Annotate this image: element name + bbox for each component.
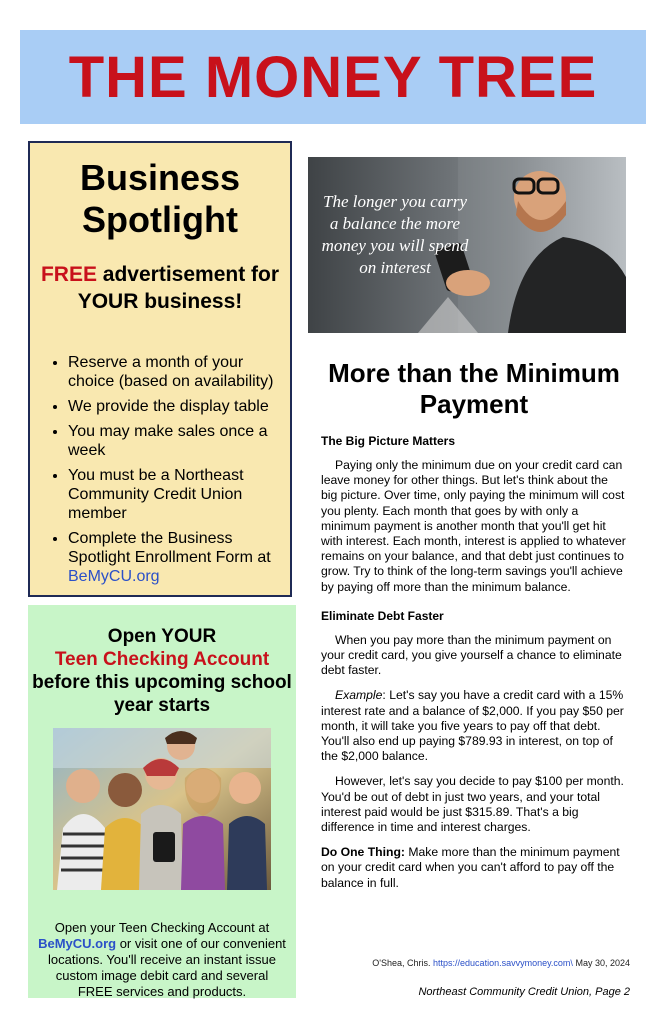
teen-headline-line2: Teen Checking Account (54, 649, 270, 670)
do-one-thing-label: Do One Thing: (321, 845, 405, 860)
list-item: • Reserve a month of your choice (based on availability) (68, 353, 290, 391)
teen-body-post: or visit one of our convenient locations. You'll receive an instant issue custom image debit card and several FREE services and products. (48, 936, 286, 999)
big-picture-paragraph: Paying only the minimum due on your credit card can leave money for other things. But let's think about the big picture. Over time, only paying the minimum will cost you plenty. Each month that goes by with only a minimum payment is another month that you'll get hit with interest. Each month, interest is applied to whatever remains on your balance, and that debt just continues to grow. Try to think of the long-term savings you'll achieve by paying off more than the minimum balance. (321, 458, 626, 594)
hero-image (308, 157, 626, 333)
teens-photo (53, 728, 271, 890)
do-one-thing-text: Make more than the minimum payment on your credit card when you can't afford to pay off the balance in full. (321, 845, 620, 890)
teen-checking-box (28, 605, 296, 998)
teen-headline-line3: before this upcoming school year starts (32, 672, 292, 716)
citation (372, 958, 630, 968)
article-title: More than the Minimum Payment (328, 358, 620, 419)
teen-headline-line1: Open YOUR (107, 626, 217, 647)
teen-headline (28, 625, 296, 717)
spotlight-bullet-list (30, 353, 290, 586)
page-footer: Northeast Community Credit Union, Page 2 (418, 986, 630, 998)
example-text: : Let's say you have a credit card with a 15% interest rate and a balance of $2,000. If you pay $50 per month, it will take you five years to pay off that debt. You'll also end up paying $789.93 in interest, on top of the $2,000 balance. (321, 688, 624, 764)
teen-body-pre: Open your Teen Checking Account at (54, 920, 270, 935)
teen-body (38, 920, 286, 1000)
list-item: • You may make sales once a week (68, 422, 290, 460)
list-item: • We provide the display table (68, 397, 290, 416)
example-label: Example (335, 688, 383, 703)
teen-link[interactable]: BeMyCU.org (38, 936, 117, 951)
citation-date: May 30, 2024 (575, 958, 630, 968)
hero-quote: The longer you carry a balance the more money you will spend on interest (321, 192, 469, 277)
spotlight-subtitle (30, 261, 290, 315)
list-item-text: Complete the Business Spotlight Enrollment Form at (68, 530, 271, 566)
newsletter-banner (20, 30, 646, 124)
eliminate-debt-paragraph: When you pay more than the minimum payment on your credit card, you give yourself a chance to eliminate debt faster. (321, 632, 622, 678)
enroll-link[interactable]: BeMyCU.org (68, 568, 160, 585)
spotlight-title: Business Spotlight (79, 157, 241, 240)
spotlight-subtitle-rest: advertisement for YOUR business! (77, 263, 280, 313)
list-item: • You must be a Northeast Community Credit Union member (68, 466, 290, 523)
section-heading-eliminate-debt: Eliminate Debt Faster (321, 608, 444, 623)
citation-link[interactable]: https://education.savvymoney.com\ (433, 958, 573, 968)
however-paragraph: However, let's say you decide to pay $100 per month. You'd be out of debt in just two years, and your total interest paid would be just $315.89. That's a big difference in time and interest charges. (321, 774, 624, 835)
section-heading-big-picture: The Big Picture Matters (321, 434, 456, 448)
do-one-thing-paragraph (321, 845, 627, 891)
business-spotlight-box (28, 141, 292, 597)
list-item (68, 529, 290, 586)
newsletter-title: THE MONEY TREE (68, 44, 598, 110)
example-paragraph (321, 688, 627, 764)
free-label: FREE (40, 263, 97, 286)
article-minimum-payment (321, 358, 627, 891)
citation-author: O'Shea, Chris. (372, 958, 431, 968)
